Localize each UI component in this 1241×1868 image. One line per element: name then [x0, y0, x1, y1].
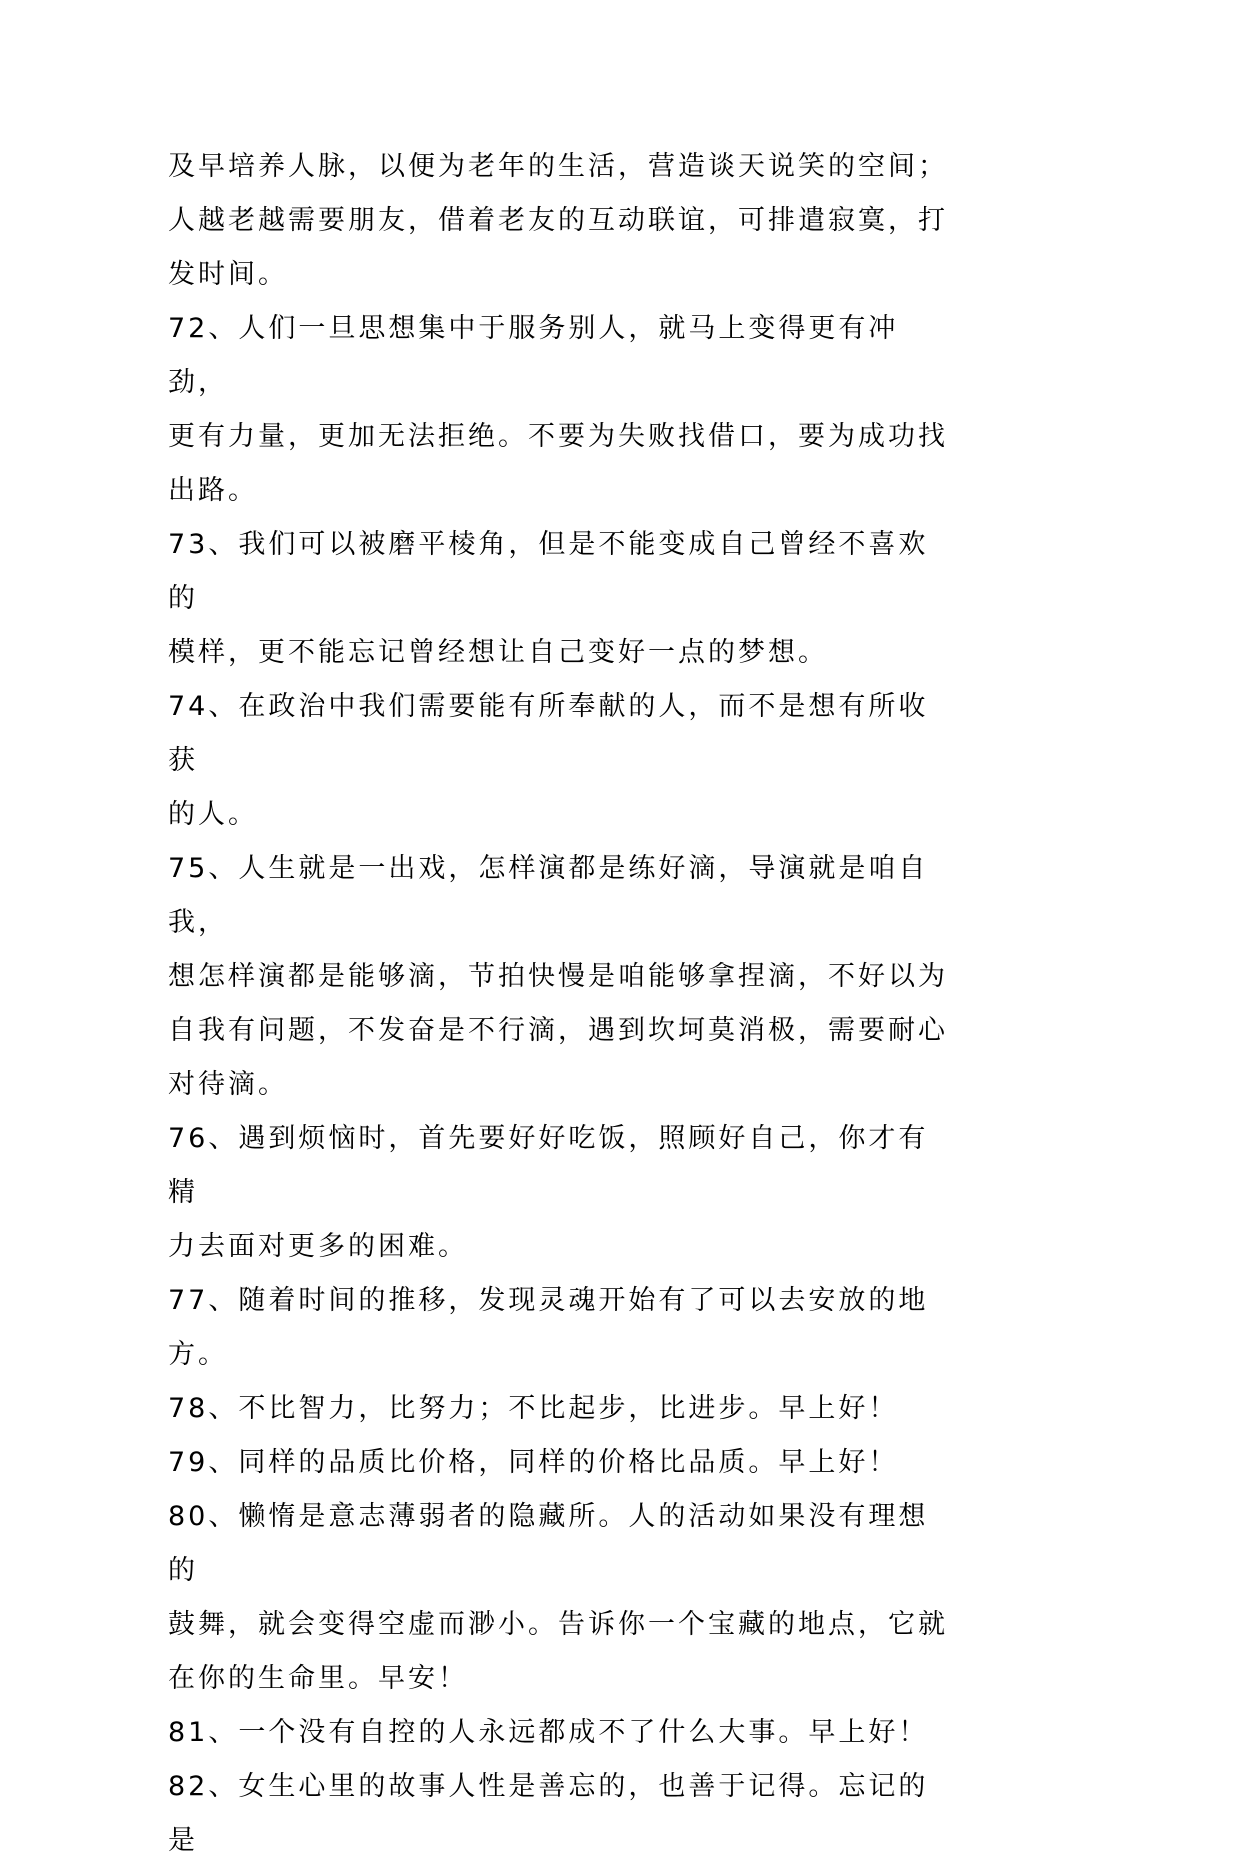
- paragraph-79: 79、同样的品质比价格，同样的价格比品质。早上好！: [168, 1447, 899, 1478]
- document-body: [168, 140, 948, 1868]
- paragraph-76: 76、遇到烦恼时，首先要好好吃饭，照顾好自己，你才有精 力去面对更多的困难。: [168, 1123, 929, 1262]
- paragraph-intro: 及早培养人脉，以便为老年的生活，营造谈天说笑的空间； 人越老越需要朋友，借着老友的互动联谊，可排遣寂寞，打 发时间。: [168, 151, 948, 290]
- paragraph-73: 73、我们可以被磨平棱角，但是不能变成自己曾经不喜欢的 模样，更不能忘记曾经想让自己变好一点的梦想。: [168, 529, 929, 668]
- paragraph-81: 81、一个没有自控的人永远都成不了什么大事。早上好！: [168, 1717, 929, 1748]
- paragraph-72: 72、人们一旦思想集中于服务别人，就马上变得更有冲劲， 更有力量，更加无法拒绝。不要为失败找借口，要为成功找 出路。: [168, 313, 948, 506]
- paragraph-74: 74、在政治中我们需要能有所奉献的人，而不是想有所收获 的人。: [168, 691, 929, 830]
- paragraph-82: 82、女生心里的故事人性是善忘的，也善于记得。忘记的是: [168, 1771, 929, 1856]
- paragraph-80: 80、懒惰是意志薄弱者的隐藏所。人的活动如果没有理想的 鼓舞，就会变得空虚而渺小。告诉你一个宝藏的地点，它就 在你的生命里。早安！: [168, 1501, 948, 1694]
- paragraph-77: 77、随着时间的推移，发现灵魂开始有了可以去安放的地方。: [168, 1285, 929, 1370]
- paragraph-78: 78、不比智力，比努力；不比起步，比进步。早上好！: [168, 1393, 899, 1424]
- paragraph-75: 75、人生就是一出戏，怎样演都是练好滴，导演就是咱自我， 想怎样演都是能够滴，节拍快慢是咱能够拿捏滴，不好以为 自我有问题，不发奋是不行滴，遇到坎坷莫消极，需要耐心 对待滴。: [168, 853, 948, 1100]
